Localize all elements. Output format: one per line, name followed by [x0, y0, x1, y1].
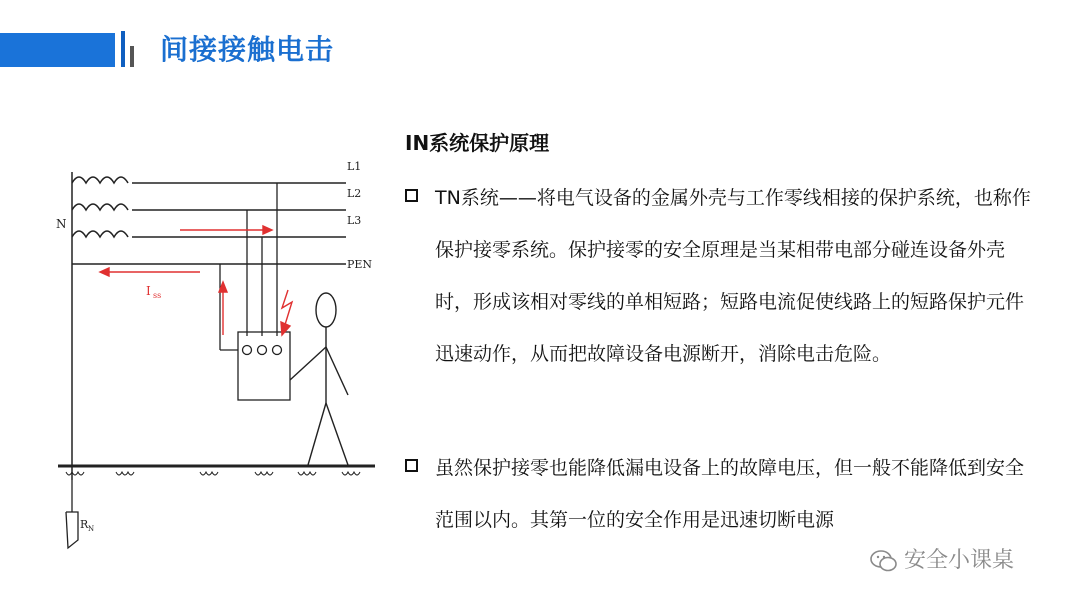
- label-rn: R: [80, 518, 89, 531]
- wechat-icon: [870, 549, 898, 573]
- label-current-sub: ss: [153, 291, 162, 300]
- page-title: 间接接触电击: [160, 33, 335, 66]
- equipment-connections: [220, 183, 290, 400]
- phase-lines: [72, 183, 346, 264]
- bullet-checkbox-icon: [405, 459, 418, 472]
- ground-line: [58, 466, 375, 475]
- bullet-item: [405, 172, 1035, 380]
- transformer-coils: [72, 172, 128, 480]
- bullet-item: [405, 442, 1035, 546]
- bullet-text: TN系统——将电气设备的金属外壳与工作零线相接的保护系统，也称作保护接零系统。保护接零的安全原理是当某相带电部分碰连设备外壳时，形成该相对零线的单相短路；短路电流促使线路上的短路保护元件迅速动作，从而把故障设备电源断开，消除电击危险。: [435, 187, 1031, 365]
- bullet-text: 虽然保护接零也能降低漏电设备上的故障电压，但一般不能降低到安全范围以内。其第一位的安全作用是迅速切断电源: [435, 457, 1025, 531]
- bullet-checkbox-icon: [405, 189, 418, 202]
- label-pen: PEN: [347, 258, 373, 271]
- label-rn-sub: N: [88, 525, 95, 533]
- label-current: I: [146, 284, 151, 298]
- earth-electrode: [66, 480, 78, 548]
- header-accent-bar: [0, 33, 115, 67]
- label-l3: L3: [347, 214, 362, 227]
- label-l2: L2: [347, 187, 362, 200]
- tn-system-diagram: [50, 150, 390, 555]
- label-l1: L1: [347, 160, 362, 173]
- header-accent-bar-3: [130, 46, 134, 67]
- watermark-text: 安全小课桌: [904, 548, 1015, 573]
- fault-current-arrows: [100, 226, 292, 335]
- header-accent-bar-2: [121, 31, 125, 67]
- person-figure: [290, 293, 348, 465]
- section-title: IN系统保护原理: [405, 131, 550, 155]
- label-n: N: [56, 217, 67, 231]
